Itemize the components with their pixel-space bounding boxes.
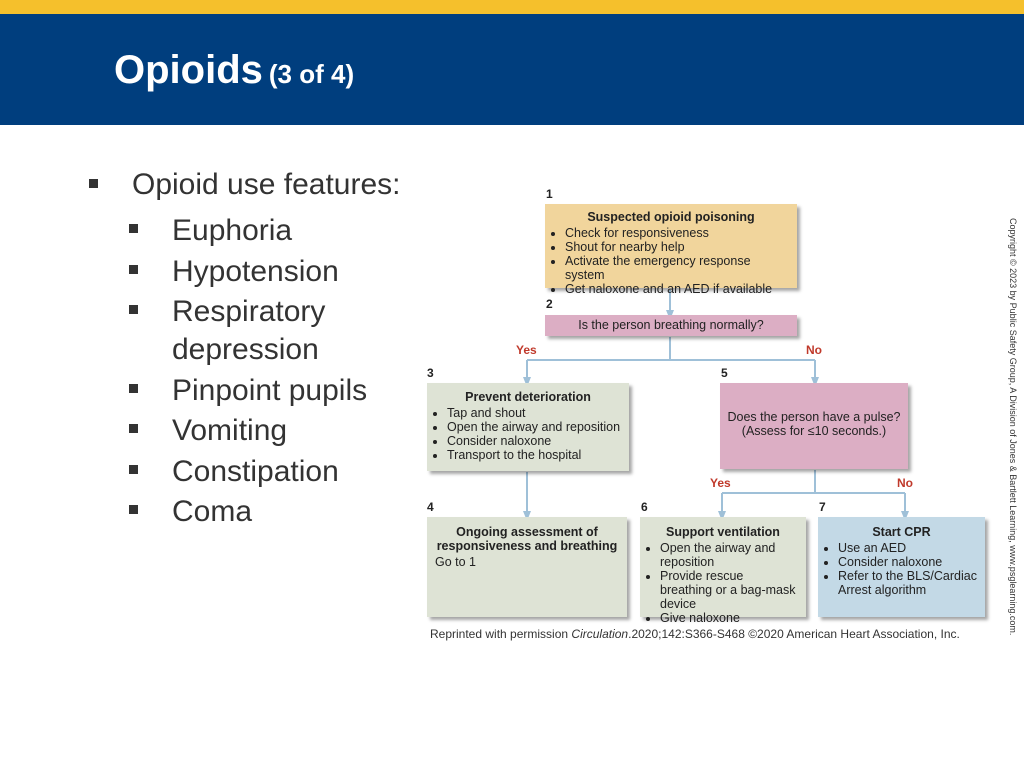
step-3-title: Prevent deterioration xyxy=(465,390,591,404)
title-main: Opioids xyxy=(114,48,263,92)
step-6-item: • Open the airway and reposition xyxy=(660,541,798,569)
bullet-square-icon xyxy=(129,305,138,314)
title-suffix: (3 of 4) xyxy=(268,59,355,89)
step-6-title: Support ventilation xyxy=(666,525,780,539)
step-number-6: 6 xyxy=(641,500,648,514)
step-number-5: 5 xyxy=(721,366,728,380)
step-1-item: • Get naloxone and an AED if available xyxy=(565,282,789,296)
bullet-square-icon xyxy=(129,384,138,393)
step-6-item: • Provide rescue breathing or a bag-mask device xyxy=(660,569,798,611)
step-number-1: 1 xyxy=(546,187,553,201)
copyright-notice: Copyright © 2023 by Public Safety Group, A Division of Jones & Bartlett Learning, www.psglearning.com. xyxy=(1008,218,1018,636)
step-number-3: 3 xyxy=(427,366,434,380)
slide-title xyxy=(114,48,354,93)
credit-suffix: .2020;142:S366-S468 ©2020 American Heart Association, Inc. xyxy=(628,627,960,641)
step-6-item: • Give naloxone xyxy=(660,611,798,625)
sub-bullet-text: Hypotension xyxy=(172,255,339,288)
step-1-item: • Check for responsiveness xyxy=(565,226,789,240)
step-4-title: Ongoing assessment of responsiveness and breathing xyxy=(436,525,618,553)
step-5-box xyxy=(720,383,908,469)
sub-bullet-text: Coma xyxy=(172,495,253,528)
step-number-2: 2 xyxy=(546,297,553,311)
step-7-item: • Refer to the BLS/Cardiac Arrest algorithm xyxy=(838,569,977,597)
step-1-item: • Shout for nearby help xyxy=(565,240,789,254)
step-2-box xyxy=(545,315,797,336)
step-6-box xyxy=(640,517,806,625)
step-7-title: Start CPR xyxy=(872,525,931,539)
bullet-square-icon xyxy=(129,265,138,274)
no-label-pulse: No xyxy=(897,476,913,490)
sub-bullet-text: Euphoria xyxy=(172,214,293,247)
step-3-item: • Tap and shout xyxy=(447,406,621,420)
bullet-square-icon xyxy=(129,424,138,433)
step-5-question: Does the person have a pulse? xyxy=(727,410,901,424)
sub-bullet-text: Vomiting xyxy=(172,414,288,447)
yes-label-pulse: Yes xyxy=(710,476,731,490)
bullet-main-text: Opioid use features: xyxy=(132,168,401,201)
step-3-item: • Consider naloxone xyxy=(447,434,621,448)
sub-bullet-text: Respiratory depression xyxy=(172,295,326,366)
step-3-item: • Open the airway and reposition xyxy=(447,420,621,434)
no-label-breathing: No xyxy=(806,343,822,357)
opioid-flowchart xyxy=(425,185,1005,625)
bullet-square-icon xyxy=(129,224,138,233)
step-2-question: Is the person breathing normally? xyxy=(578,318,764,332)
figure-credit xyxy=(430,627,960,641)
credit-journal: Circulation xyxy=(571,627,629,641)
step-1-item: • Activate the emergency response system xyxy=(565,254,789,282)
step-1-title: Suspected opioid poisoning xyxy=(587,210,755,224)
top-accent-bar xyxy=(0,0,1024,14)
step-7-item: • Consider naloxone xyxy=(838,555,977,569)
step-number-7: 7 xyxy=(819,500,826,514)
sub-bullet-text: Constipation xyxy=(172,455,339,488)
step-4-body: Go to 1 xyxy=(435,555,476,569)
step-3-item: • Transport to the hospital xyxy=(447,448,621,462)
step-4-box xyxy=(427,517,627,617)
step-5-note: (Assess for ≤10 seconds.) xyxy=(741,424,887,438)
bullet-square-icon xyxy=(129,465,138,474)
bullet-square-icon xyxy=(89,179,98,188)
step-7-box xyxy=(818,517,985,617)
step-3-box xyxy=(427,383,629,471)
step-number-4: 4 xyxy=(427,500,434,514)
yes-label-breathing: Yes xyxy=(516,343,537,357)
step-1-box xyxy=(545,204,797,296)
step-7-item: • Use an AED xyxy=(838,541,977,555)
sub-bullet-text: Pinpoint pupils xyxy=(172,374,368,407)
credit-prefix: Reprinted with permission xyxy=(430,627,572,641)
bullet-square-icon xyxy=(129,505,138,514)
